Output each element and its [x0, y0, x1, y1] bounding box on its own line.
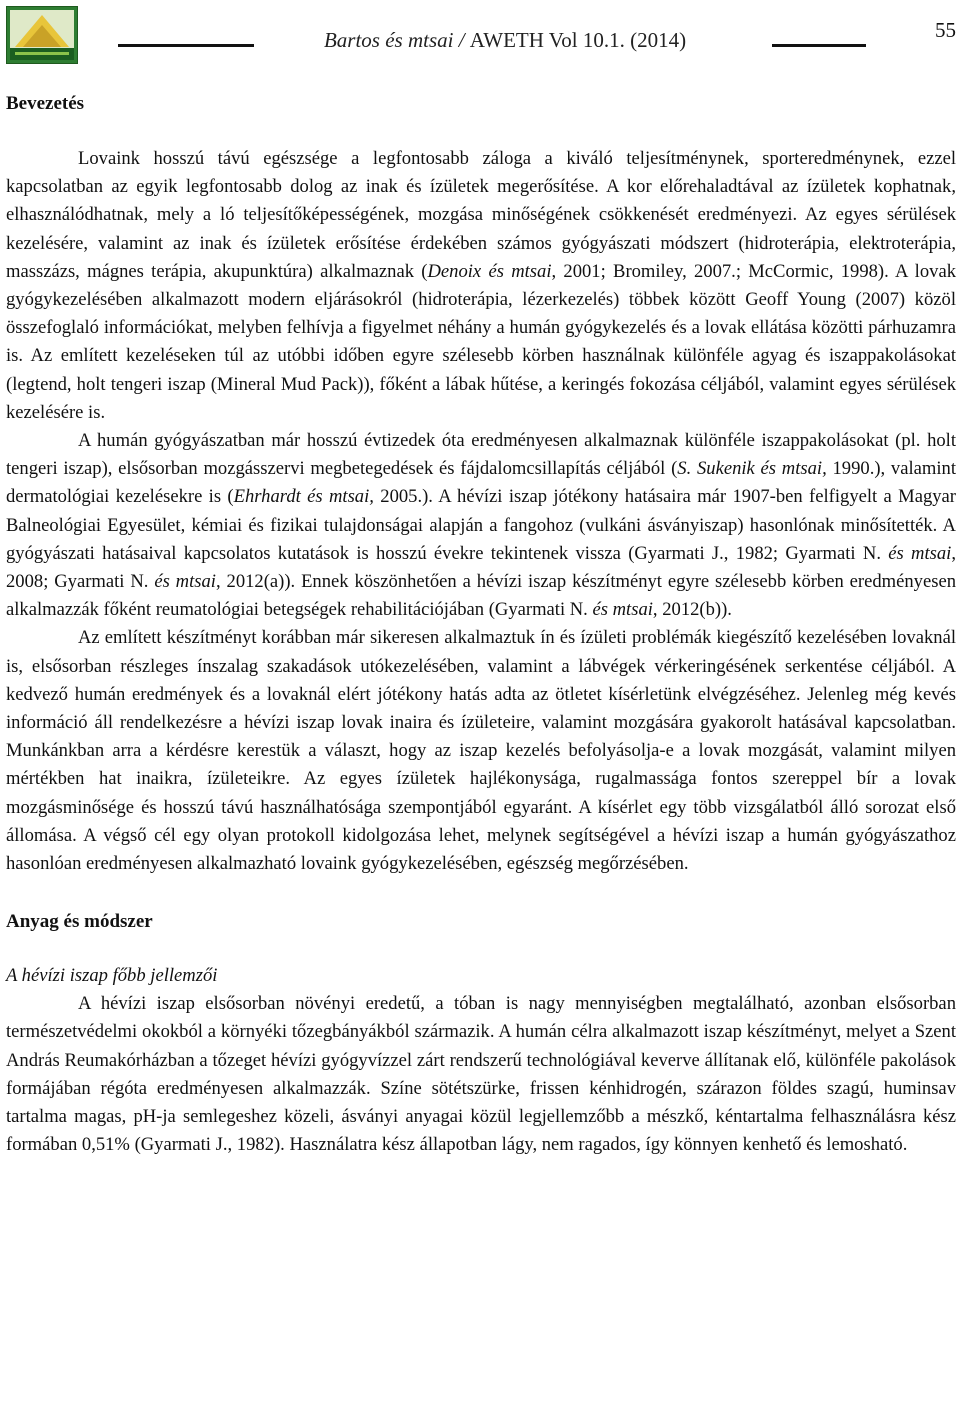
citation-italic: Denoix és mtsai: [427, 260, 552, 282]
citation-italic: és mtsai: [888, 542, 952, 564]
paragraph-intro-1: [6, 145, 956, 427]
paragraph-methods-1: A hévízi iszap elsősorban növényi eredetű, a tóban is nagy mennyiségben megtalálható, azonban elsősorban természetvédelmi okokból a környéki tőzegbányákból származik. A humán célra alkalmazott iszap készítményt, melyet a Szent András Reumakórházban a tőzeget hévízi gyógyvízzel zárt rendszerű technológiával keverve állítanak elő, különféle pakolások formájában régóta eredményesen alkalmazzák. Színe sötétszürke, frissen kénhidrogén, szárazon földes szagú, huminsav tartalma magas, pH-ja semlegeshez közeli, ásványi anyagai közül legjellemzőbb a mészkő, kéntartalma felhasználásra kész formában 0,51% (Gyarmati J., 1982). Használatra kész állapotban lágy, nem ragados, így könnyen kenhető és lemosható.: [6, 993, 956, 1156]
text-run: 2005.). A hévízi iszap jótékony hatásaira már 1907-ben felfigyelt a Magyar Balneológiai Egyesület, kémiai és fizikai tulajdonságai alapján a fangohoz (vulkáni ásványiszap) hasonlónak minősítették. A gyógyászati hatásaival kapcsolatos kutatások is hosszú évekre tekintenek vissza (Gyarmati J., 1982; Gyarmati N.: [6, 486, 956, 564]
running-header-authors: Bartos és mtsai /: [323, 28, 470, 52]
citation-italic: S. Sukenik és mtsai,: [677, 458, 827, 480]
header-rule-right: [772, 44, 866, 47]
text-run: 1990.), valamint dermatológiai kezelésekre is (: [6, 458, 956, 508]
running-header: [0, 28, 960, 53]
article-body: [6, 90, 956, 1160]
text-run: A humán gyógyászatban már hosszú évtizedek óta eredményesen alkalmaznak különféle iszappakolásokat (pl. holt tengeri iszap), elsősorban mozgásszervi megbetegedések és fájdalomcsillapítás céljából (: [6, 430, 956, 480]
page-number: 55: [935, 18, 956, 42]
section-heading-introduction: Bevezetés: [6, 93, 85, 114]
citation-italic: Ehrhardt és mtsai,: [233, 486, 374, 508]
text-run: Lovaink hosszú távú egészsége a legfontosabb záloga a kiváló teljesítménynek, sporteredménynek, ezzel kapcsolatban az egyik legfontosabb dolog az inak és ízületek megerősítése. A kor előrehaladtával az ízületek kophatnak, elhasználódhatnak, mely a ló teljesítőképességének, mozgása minőségének csökkenését eredményezi. Az egyes sérülések kezelésére, valamint az inak és ízületek erősítése érdekében számos gyógyászati módszert (hidroterápia, elektroterápia, masszázs, mágnes terápia, akupunktúra) alkalmaznak (: [6, 148, 956, 282]
text-run: , 2012(a)). Ennek köszönhetően a hévízi iszap készítményt egyre szélesebb körben eredményesen alkalmazzák főként reumatológiai betegségek rehabilitációjában (Gyarmati N.: [6, 571, 957, 621]
page-header: [0, 0, 960, 70]
text-run: , 2008; Gyarmati N.: [6, 542, 956, 593]
text-run: , 2001; Bromiley, 2007.; McCormic, 1998). A lovak gyógykezelésében alkalmazott modern eljárásokról (hidroterápia, lézerkezelés) többek között Geoff Young (2007) közöl összefoglaló információkat, melyben felhívja a figyelmet néhány a humán gyógykezelés és a lovak ellátása közötti párhuzamra is. Az említett kezeléseken túl az utóbbi időben egyre szélesebb körben használnak különféle agyag és iszappakolásokat (legtend, holt tengeri iszap (Mineral Mud Pack)), főként a lábak hűtése, a keringés fokozása céljából, valamint egyes sérülések kezelésére is.: [6, 260, 956, 423]
text-run: , 2012(b)).: [652, 599, 732, 621]
subsection-heading: A hévízi iszap főbb jellemzői: [6, 965, 218, 987]
running-header-journal: AWETH Vol 10.1. (2014): [469, 28, 687, 52]
paragraph-intro-2: [6, 427, 956, 624]
paragraph-intro-3: Az említett készítményt korábban már sikeresen alkalmaztuk ín és ízületi problémák kiegészítő kezelésében lovaknál is, elsősorban részleges ínszalag szakadások utókezelésében, valamint a lábvégek vérkeringésének serkentése céljából. A kedvező humán eredmények és a lovaknál elért jótékony hatás adta az ötletet kísérletünk elvégzéséhez. Jelenleg még kevés információ áll rendelkezésre a hévízi iszap lovak inaira és ízületeire, valamint mozgására gyakorolt hatásával kapcsolatban. Munkánkban arra a kérdésre kerestük a választ, hogy az iszap kezelés befolyásolja-e a lovak mozgását, valamint milyen mértékben hat inaikra, ízületeikre. Az egyes ízületek hajlékonysága, rugalmassága fontos szereppel bír a lovak mozgásminősége és hosszú távú használhatósága szempontjából egyaránt. A kísérlet egy több vizsgálatból álló sorozat első állomása. A végső cél egy olyan protokoll kidolgozása lehet, melynek segítségével a hévízi iszap a humán gyógyászathoz hasonlóan eredményesen alkalmazható lovaink gyógykezelésében, egészség megőrzésében.: [6, 627, 956, 875]
citation-italic: és mtsai: [592, 599, 653, 621]
citation-italic: és mtsai: [154, 571, 216, 593]
section-heading-materials-methods: Anyag és módszer: [6, 911, 153, 933]
